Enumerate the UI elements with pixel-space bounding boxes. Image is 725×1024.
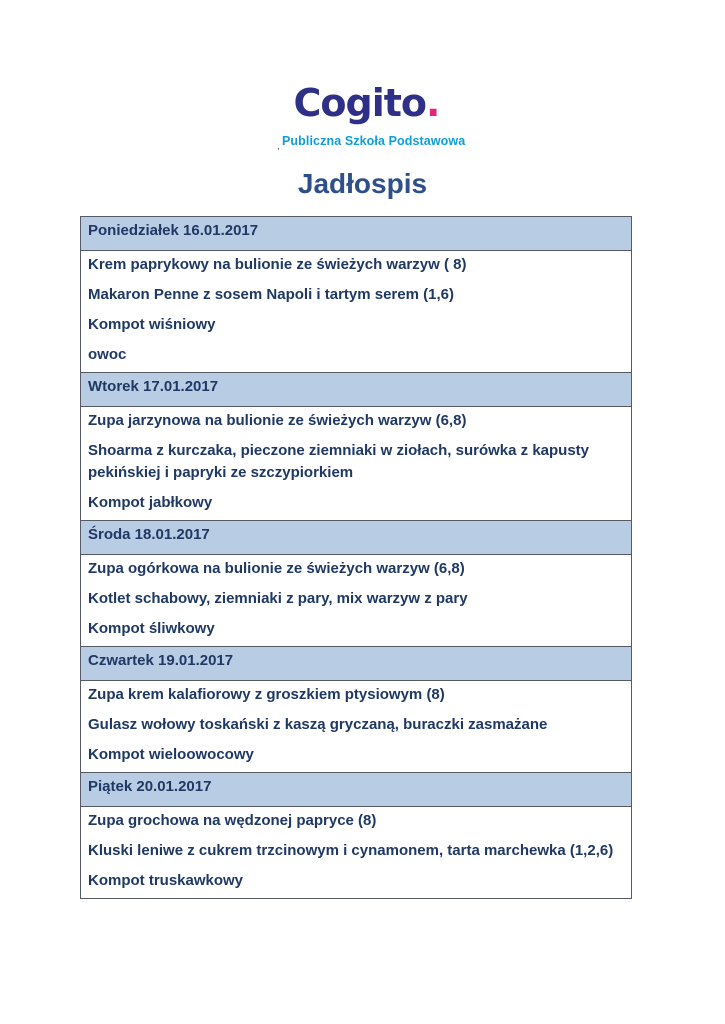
dish-item: Kompot wieloowocowy <box>88 746 254 763</box>
logo-wordmark <box>294 80 440 126</box>
dish-item: Kompot truskawkowy <box>88 872 244 889</box>
day-header-row <box>81 521 632 555</box>
dish-item: Kotlet schabowy, ziemniaki z pary, mix warzyw z pary <box>88 590 468 607</box>
dish-item: Shoarma z kurczaka, pieczone ziemniaki w ziołach, surówka z kapusty pekińskiej i papryki ze szczypiorkiem <box>88 442 590 481</box>
dishes-row <box>81 251 632 373</box>
dishes-cell <box>81 681 632 773</box>
dish-item: Krem paprykowy na bulionie ze świeżych warzyw ( 8) <box>88 256 467 273</box>
dish-item: Zupa ogórkowa na bulionie ze świeżych warzyw (6,8) <box>88 560 465 577</box>
menu-table <box>80 216 632 899</box>
dish-item: Kompot śliwkowy <box>88 620 215 637</box>
day-header-row <box>81 217 632 251</box>
day-header-row <box>81 647 632 681</box>
dish-item: Kluski leniwe z cukrem trzcinowym i cynamonem, tarta marchewka (1,2,6) <box>88 842 614 859</box>
dishes-row <box>81 681 632 773</box>
dishes-cell <box>81 555 632 647</box>
dish-item: owoc <box>88 346 127 363</box>
dishes-cell <box>81 407 632 521</box>
dish-item: Kompot jabłkowy <box>88 494 213 511</box>
dish-item: Zupa grochowa na wędzonej papryce (8) <box>88 812 377 829</box>
dish-item: Zupa jarzynowa na bulionie ze świeżych warzyw (6,8) <box>88 412 467 429</box>
logo-text: Cogito <box>293 81 427 125</box>
dishes-cell <box>81 251 632 373</box>
day-label: Czwartek 19.01.2017 <box>81 647 632 681</box>
logo-tick: , <box>277 141 280 152</box>
dish-item: Kompot wiśniowy <box>88 316 216 333</box>
dish-item: Makaron Penne z sosem Napoli i tartym serem (1,6) <box>88 286 454 303</box>
dishes-cell <box>81 807 632 899</box>
day-header-row <box>81 773 632 807</box>
day-label: Środa 18.01.2017 <box>81 521 632 555</box>
dishes-row <box>81 807 632 899</box>
dishes-row <box>81 555 632 647</box>
logo-dot: . <box>426 81 440 125</box>
logo-subtitle: Publiczna Szkoła Podstawowa <box>282 134 466 148</box>
day-label: Poniedziałek 16.01.2017 <box>81 217 632 251</box>
page-title: Jadłospis <box>297 168 428 199</box>
dish-item: Gulasz wołowy toskański z kaszą gryczaną, buraczki zasmażane <box>88 716 548 733</box>
dish-item: Zupa krem kalafiorowy z groszkiem ptysiowym (8) <box>88 686 445 703</box>
dishes-row <box>81 407 632 521</box>
school-logo <box>0 80 725 126</box>
day-label: Wtorek 17.01.2017 <box>81 373 632 407</box>
day-label: Piątek 20.01.2017 <box>81 773 632 807</box>
day-header-row <box>81 373 632 407</box>
